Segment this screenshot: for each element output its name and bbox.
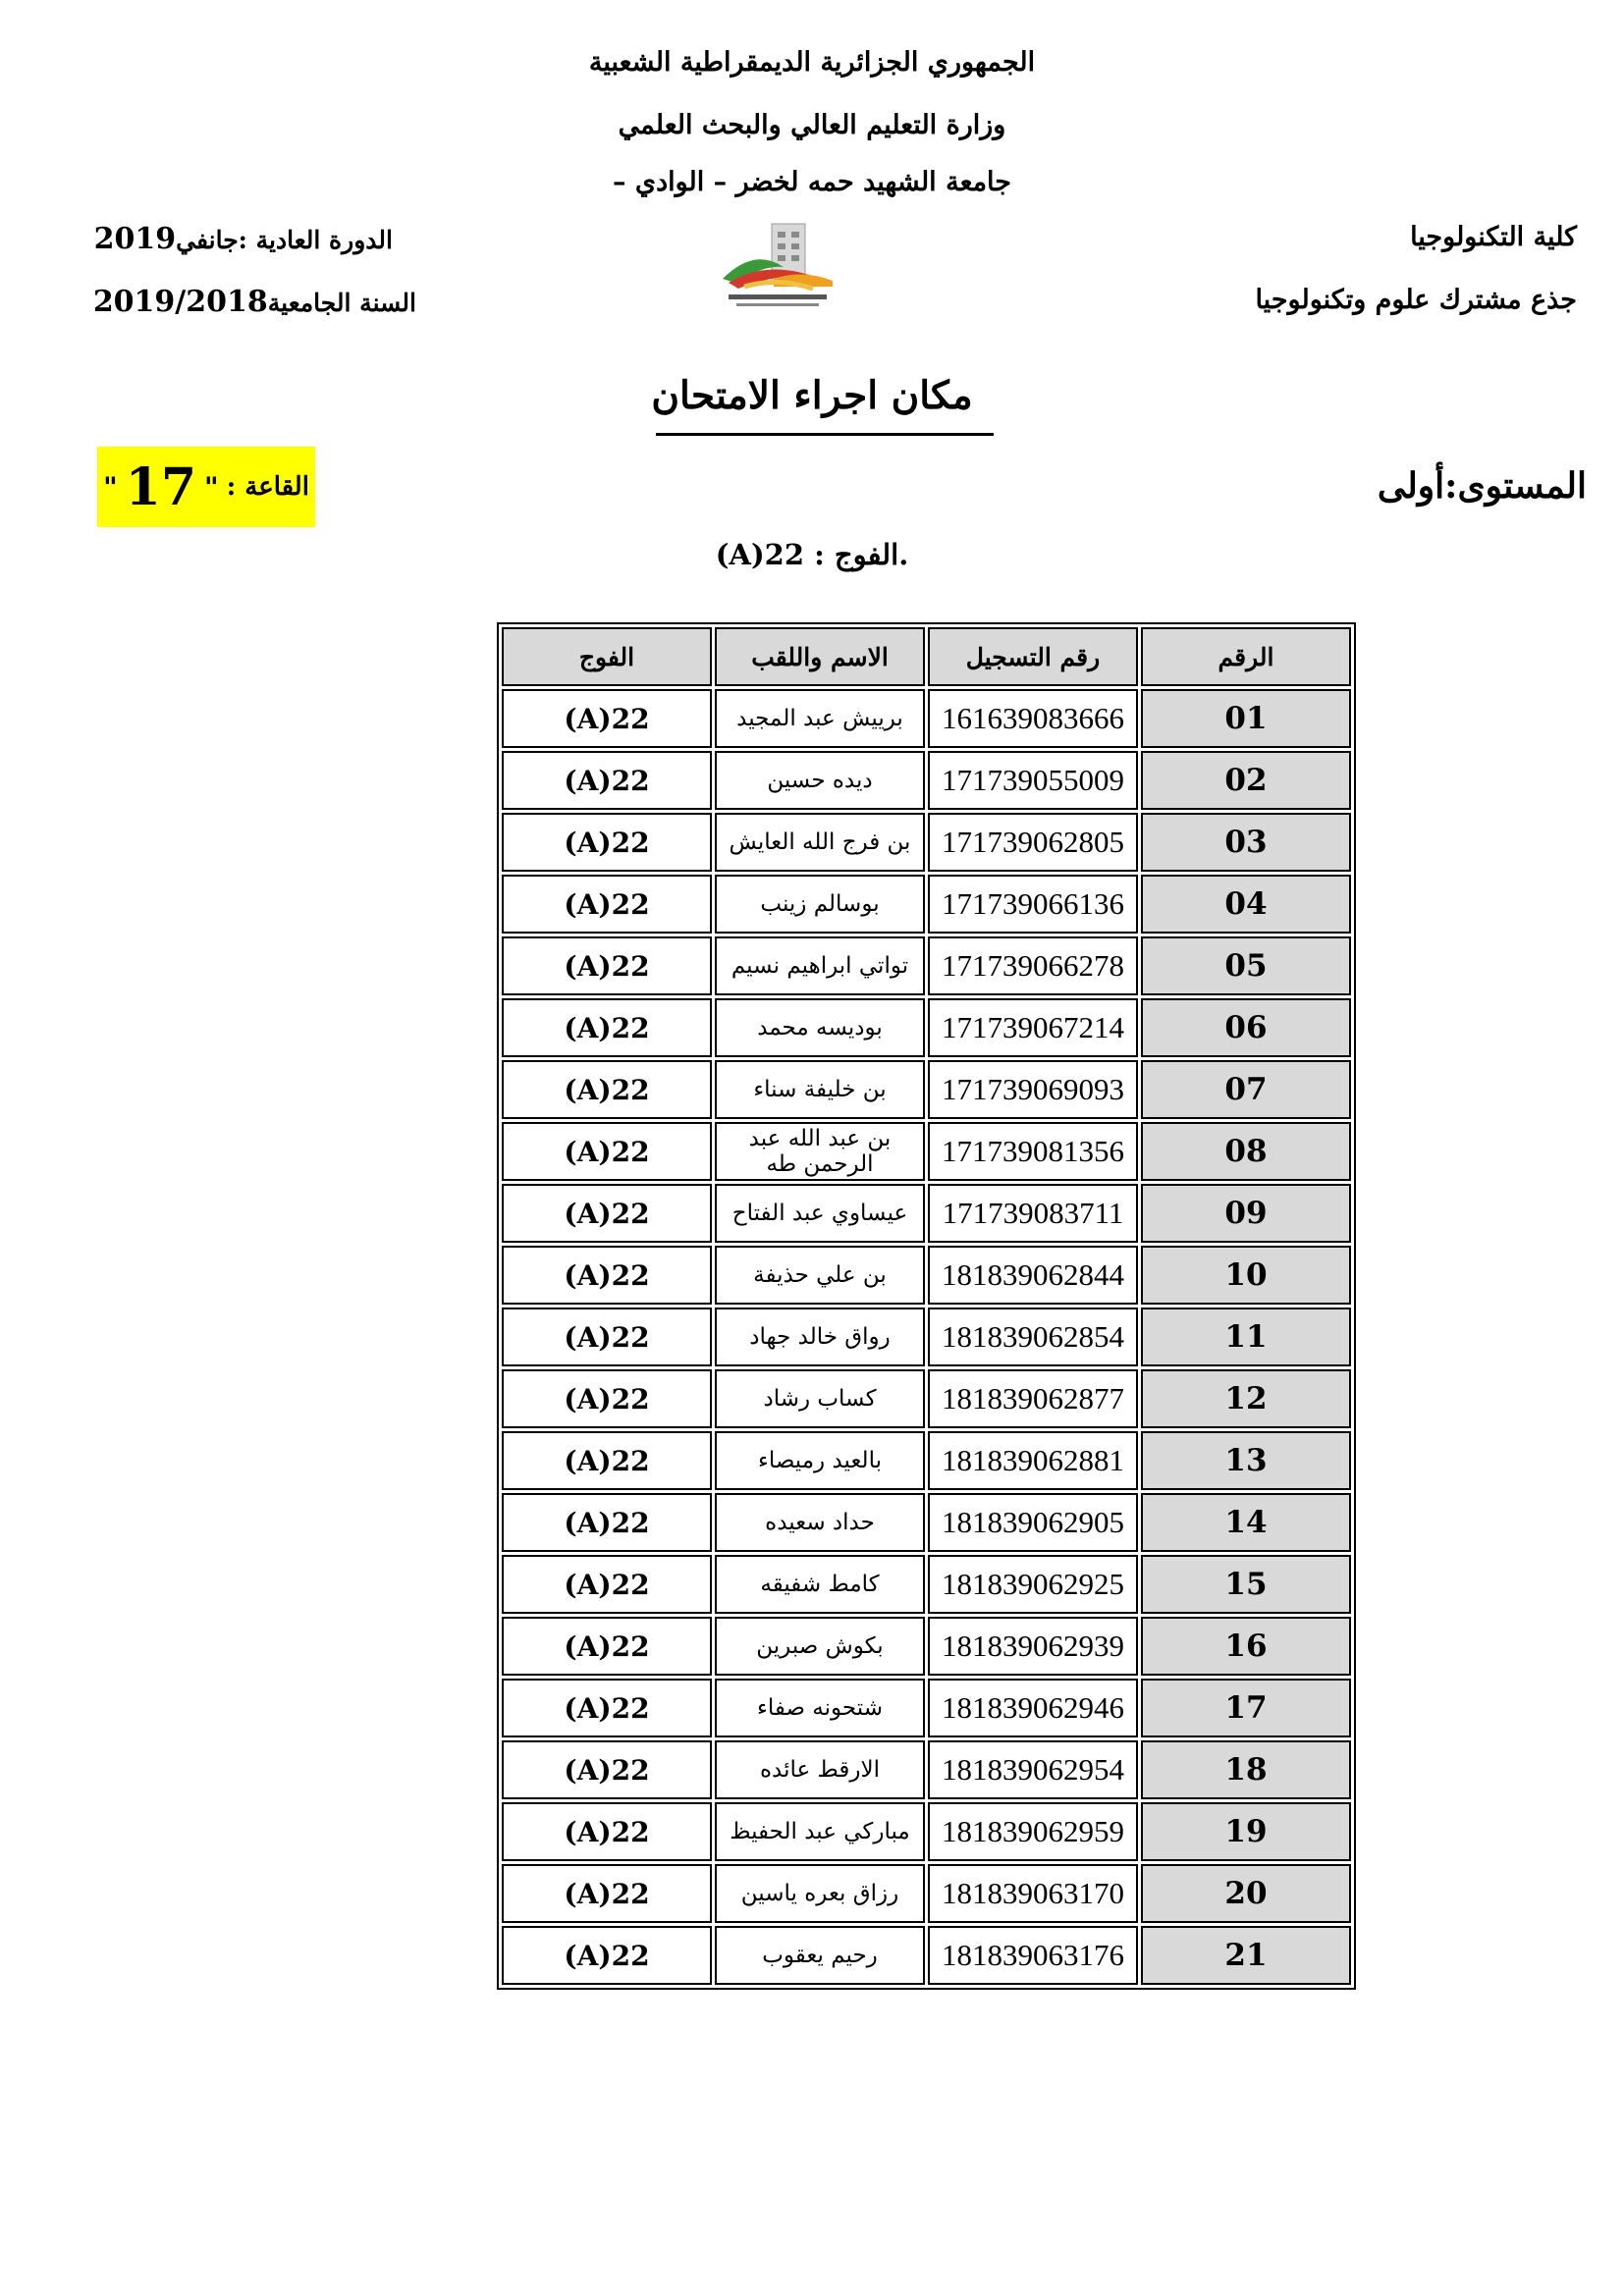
student-name: رواق خالد جهاد — [715, 1308, 925, 1366]
table-row — [502, 1802, 1351, 1861]
student-name: ديده حسين — [715, 751, 925, 810]
row-number: 08 — [1141, 1122, 1351, 1181]
group-code: 22(A) — [502, 1184, 712, 1243]
group-code: 22(A) — [502, 1060, 712, 1119]
group-code: 22(A) — [502, 1617, 712, 1676]
registration-number: 181839062939 — [928, 1617, 1138, 1676]
table-row — [502, 1493, 1351, 1552]
student-name: عيساوي عبد الفتاح — [715, 1184, 925, 1243]
registration-number: 181839063170 — [928, 1864, 1138, 1923]
table-row — [502, 1864, 1351, 1923]
title-underline — [656, 433, 994, 436]
registration-number: 181839062954 — [928, 1740, 1138, 1799]
group-code: 22(A) — [502, 813, 712, 872]
registration-number: 171739066278 — [928, 936, 1138, 995]
table-row — [502, 875, 1351, 934]
student-name: بالعيد رميصاء — [715, 1431, 925, 1490]
registration-number: 171739081356 — [928, 1122, 1138, 1181]
student-name: شتحونه صفاء — [715, 1679, 925, 1737]
student-name: كساب رشاد — [715, 1369, 925, 1428]
row-number: 17 — [1141, 1679, 1351, 1737]
group-line: .الفوج : 22(A) — [715, 538, 909, 571]
group-code: 22(A) — [502, 751, 712, 810]
registration-number: 171739062805 — [928, 813, 1138, 872]
student-name: بن خليفة سناء — [715, 1060, 925, 1119]
registration-number: 181839063176 — [928, 1926, 1138, 1985]
row-number: 04 — [1141, 875, 1351, 934]
university-logo-icon — [715, 218, 840, 312]
ministry-heading: وزارة التعليم العالي والبحث العلمي — [618, 110, 1006, 140]
row-number: 10 — [1141, 1246, 1351, 1305]
registration-number: 181839062881 — [928, 1431, 1138, 1490]
table-row — [502, 1926, 1351, 1985]
group-code: 22(A) — [502, 1555, 712, 1614]
hall-quote-close: " — [103, 470, 118, 504]
student-name: بن عبد الله عبد الرحمن طه — [715, 1122, 925, 1181]
group-code: 22(A) — [502, 936, 712, 995]
group-code: 22(A) — [502, 1431, 712, 1490]
table-row — [502, 813, 1351, 872]
student-name: برييش عبد المجيد — [715, 689, 925, 748]
table-row — [502, 1122, 1351, 1181]
group-code: 22(A) — [502, 1740, 712, 1799]
row-number: 18 — [1141, 1740, 1351, 1799]
row-number: 06 — [1141, 998, 1351, 1057]
table-row — [502, 1060, 1351, 1119]
group-code: 22(A) — [502, 1493, 712, 1552]
row-number: 02 — [1141, 751, 1351, 810]
header-group: الفوج — [502, 627, 712, 686]
row-number: 21 — [1141, 1926, 1351, 1985]
table-row — [502, 751, 1351, 810]
registration-number: 171739055009 — [928, 751, 1138, 810]
student-name: مباركي عبد الحفيظ — [715, 1802, 925, 1861]
republic-heading: الجمهوري الجزائرية الديمقراطية الشعبية — [588, 47, 1036, 78]
registration-number: 181839062925 — [928, 1555, 1138, 1614]
registration-number: 181839062844 — [928, 1246, 1138, 1305]
session-label: الدورة العادية :جانفي — [176, 226, 393, 254]
student-name: كامط شفيقه — [715, 1555, 925, 1614]
group-code: 22(A) — [502, 689, 712, 748]
student-name: بن علي حذيفة — [715, 1246, 925, 1305]
registration-number: 171739067214 — [928, 998, 1138, 1057]
hall-number: 17 — [125, 456, 197, 517]
table-row — [502, 1369, 1351, 1428]
group-code: 22(A) — [502, 875, 712, 934]
registration-number: 171739069093 — [928, 1060, 1138, 1119]
header-name: الاسم واللقب — [715, 627, 925, 686]
group-code: 22(A) — [502, 998, 712, 1057]
student-name: بن فرج الله العايش — [715, 813, 925, 872]
row-number: 07 — [1141, 1060, 1351, 1119]
row-number: 14 — [1141, 1493, 1351, 1552]
row-number: 03 — [1141, 813, 1351, 872]
student-name: بكوش صبرين — [715, 1617, 925, 1676]
hall-quote-open: " — [204, 470, 219, 504]
row-number: 05 — [1141, 936, 1351, 995]
student-roster-table — [497, 622, 1356, 1990]
registration-number: 181839062854 — [928, 1308, 1138, 1366]
student-name: حداد سعيده — [715, 1493, 925, 1552]
page-title: مكان اجراء الامتحان — [651, 373, 973, 418]
table-row — [502, 689, 1351, 748]
row-number: 01 — [1141, 689, 1351, 748]
group-code: 22(A) — [502, 1246, 712, 1305]
student-name: بوسالم زينب — [715, 875, 925, 934]
study-level: المستوى:أولى — [1377, 465, 1587, 507]
registration-number: 181839062959 — [928, 1802, 1138, 1861]
group-code: 22(A) — [502, 1926, 712, 1985]
student-name: تواتي ابراهيم نسيم — [715, 936, 925, 995]
academic-year-label: السنة الجامعية — [267, 289, 416, 317]
table-row — [502, 1617, 1351, 1676]
table-header-row — [502, 627, 1351, 686]
table-row — [502, 1679, 1351, 1737]
registration-number: 171739083711 — [928, 1184, 1138, 1243]
header-number: الرقم — [1141, 627, 1351, 686]
row-number: 19 — [1141, 1802, 1351, 1861]
registration-number: 181839062946 — [928, 1679, 1138, 1737]
student-name: رزاق بعره ياسين — [715, 1864, 925, 1923]
table-row — [502, 936, 1351, 995]
row-number: 15 — [1141, 1555, 1351, 1614]
faculty-name: كلية التكنولوجيا — [1410, 222, 1577, 252]
table-row — [502, 1431, 1351, 1490]
table-row — [502, 1308, 1351, 1366]
student-name: الارقط عائده — [715, 1740, 925, 1799]
table-row — [502, 1184, 1351, 1243]
row-number: 13 — [1141, 1431, 1351, 1490]
registration-number: 181839062877 — [928, 1369, 1138, 1428]
registration-number: 161639083666 — [928, 689, 1138, 748]
row-number: 11 — [1141, 1308, 1351, 1366]
table-row — [502, 1555, 1351, 1614]
group-code: 22(A) — [502, 1864, 712, 1923]
university-heading: جامعة الشهيد حمه لخضر – الوادي – — [613, 167, 1011, 197]
group-code: 22(A) — [502, 1802, 712, 1861]
student-name: رحيم يعقوب — [715, 1926, 925, 1985]
exam-session — [94, 222, 393, 256]
hall-label: القاعة : — [226, 472, 309, 502]
table-row — [502, 1246, 1351, 1305]
branch-name: جذع مشترك علوم وتكنولوجيا — [1255, 285, 1577, 315]
exam-hall-badge — [97, 447, 315, 527]
row-number: 09 — [1141, 1184, 1351, 1243]
group-code: 22(A) — [502, 1308, 712, 1366]
student-name: بوديسه محمد — [715, 998, 925, 1057]
session-year: 2019 — [93, 222, 177, 256]
registration-number: 171739066136 — [928, 875, 1138, 934]
row-number: 20 — [1141, 1864, 1351, 1923]
header-registration: رقم التسجيل — [928, 627, 1138, 686]
academic-year — [93, 285, 416, 319]
group-code: 22(A) — [502, 1122, 712, 1181]
academic-year-value: 2019/2018 — [92, 285, 268, 319]
row-number: 12 — [1141, 1369, 1351, 1428]
table-body — [502, 689, 1351, 1985]
registration-number: 181839062905 — [928, 1493, 1138, 1552]
table-row — [502, 998, 1351, 1057]
row-number: 16 — [1141, 1617, 1351, 1676]
group-code: 22(A) — [502, 1369, 712, 1428]
group-code: 22(A) — [502, 1679, 712, 1737]
table-row — [502, 1740, 1351, 1799]
